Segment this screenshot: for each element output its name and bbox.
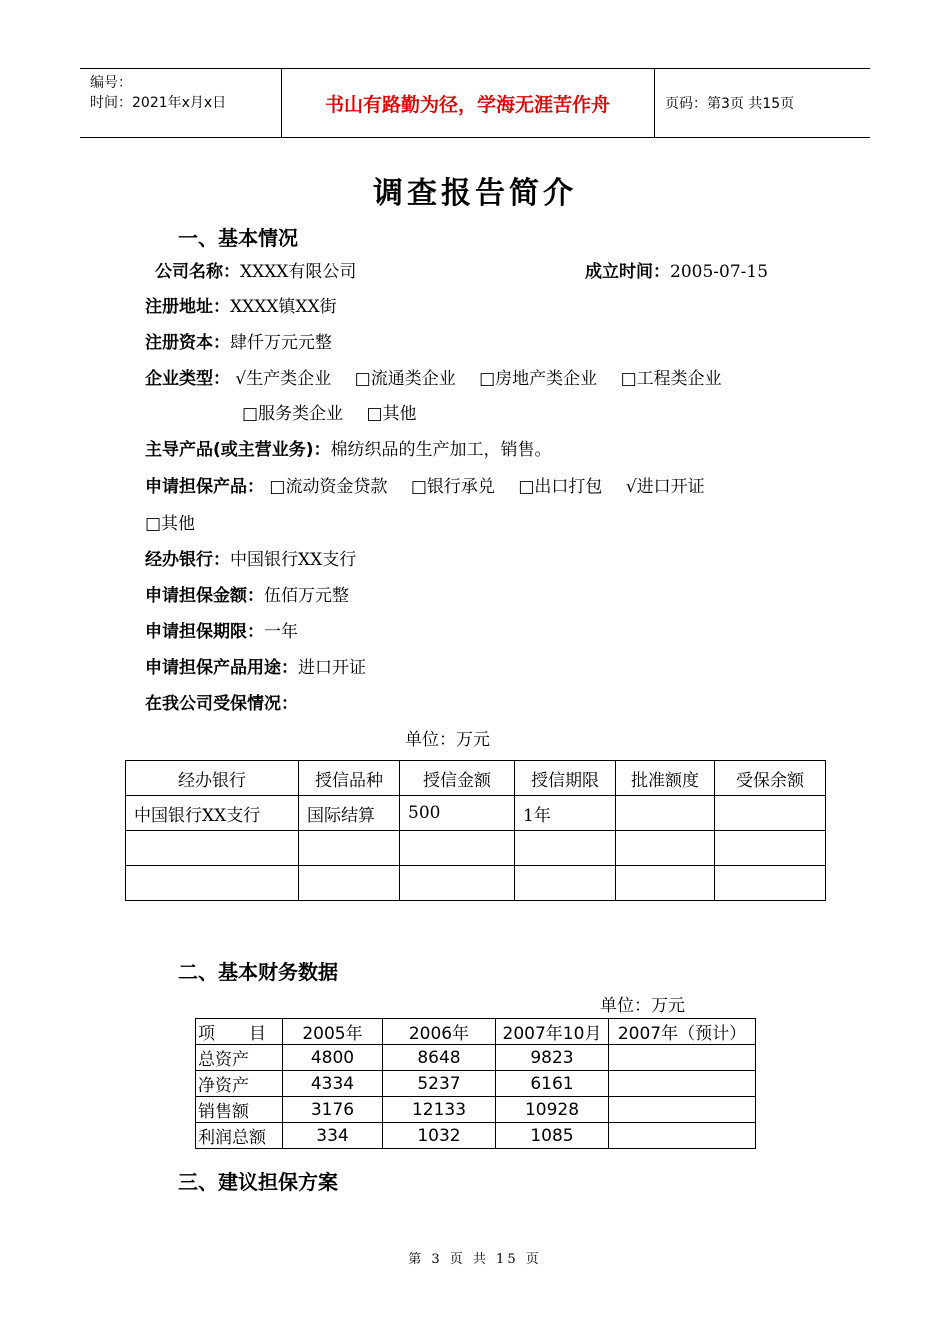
table-cell: 8648 [383,1045,496,1071]
type-option-engineering[interactable]: □工程类企业 [620,369,722,389]
table-cell [616,866,715,901]
founded-label: 成立时间： [585,262,670,282]
table-cell: 1032 [383,1123,496,1149]
guarantee-option-working-capital[interactable]: □流动资金贷款 [269,477,388,497]
table-row [196,1045,756,1071]
table-header-cell: 授信品种 [299,761,400,796]
table-header-cell: 2007年10月 [496,1019,609,1045]
table-cell: 利润总额 [196,1123,283,1149]
section-heading-basic: 一、基本情况 [178,226,298,250]
guarantee-option-packing[interactable]: □出口打包 [518,477,603,497]
table-header-cell: 授信期限 [515,761,616,796]
term-line [145,620,298,644]
table-cell: 12133 [383,1097,496,1123]
guarantee-other-line [145,512,195,536]
type-option-real-estate[interactable]: □房地产类企业 [479,369,598,389]
amount-line [145,584,349,608]
table-cell [400,831,515,866]
section-heading-proposal: 三、建议担保方案 [178,1170,338,1194]
product-value: 棉纺织品的生产加工，销售。 [330,440,552,460]
table-header-row [126,761,826,796]
table-header-cell: 批准额度 [616,761,715,796]
type-option-circulation[interactable]: □流通类企业 [354,369,456,389]
table-header-cell: 2005年 [283,1019,383,1045]
table-cell [715,831,826,866]
unit-label: 单位：万元 [405,730,490,750]
history-label: 在我公司受保情况： [145,694,298,714]
capital-line [145,331,332,355]
guarantee-option-import-lc[interactable]: √进口开证 [625,477,705,497]
table-cell: 4334 [283,1071,383,1097]
table-header-row [196,1019,756,1045]
table-cell: 销售额 [196,1097,283,1123]
guarantee-option-acceptance[interactable]: □银行承兑 [410,477,495,497]
table-cell [400,866,515,901]
table-cell: 中国银行XX支行 [126,796,299,831]
table-cell: 3176 [283,1097,383,1123]
term-label: 申请担保期限： [145,622,264,642]
table-cell: 4800 [283,1045,383,1071]
table-cell [616,796,715,831]
founded-line [585,260,768,284]
company-value: XXXX有限公司 [240,262,357,282]
table-cell: 9823 [496,1045,609,1071]
header-number: 编号： [90,75,132,91]
table-cell: 500 [400,796,515,831]
table-header-cell: 授信金额 [400,761,515,796]
type-line [145,367,740,391]
section-heading-finance: 二、基本财务数据 [178,960,338,984]
type-option-service[interactable]: □服务类企业 [242,404,344,424]
table-cell [299,866,400,901]
type-option-other[interactable]: □其他 [366,404,417,424]
table-row [126,866,826,901]
capital-label: 注册资本： [145,333,230,353]
product-line [145,438,552,462]
table-header-cell: 2007年（预计） [609,1019,756,1045]
table-cell [126,866,299,901]
header-time: 时间：2021年x月x日 [90,95,227,111]
table-cell: 净资产 [196,1071,283,1097]
table-header-cell: 项 目 [196,1019,283,1045]
table-header-cell: 经办银行 [126,761,299,796]
table-cell [126,831,299,866]
usage-line [145,656,366,680]
table-cell: 5237 [383,1071,496,1097]
table-row [196,1097,756,1123]
table-row [196,1071,756,1097]
header-meta [90,73,226,113]
page-title: 调查报告简介 [373,176,577,211]
usage-label: 申请担保产品用途： [145,658,298,678]
page-footer: 第 3 页 共 15 页 [408,1252,542,1267]
type-option-production[interactable]: √生产类企业 [235,369,332,389]
table-cell: 国际结算 [299,796,400,831]
amount-value: 伍佰万元整 [264,586,349,606]
term-value: 一年 [264,622,298,642]
address-value: XXXX镇XX街 [230,297,337,317]
table-row [196,1123,756,1149]
table-header-cell: 2006年 [383,1019,496,1045]
header-motto: 书山有路勤为径，学海无涯苦作舟 [324,93,610,116]
table-row [126,831,826,866]
table-cell [609,1123,756,1149]
table-cell [609,1097,756,1123]
address-line [145,295,337,319]
finance-unit-label: 单位：万元 [600,996,685,1016]
table-row [126,796,826,831]
table-cell [609,1045,756,1071]
bank-value: 中国银行XX支行 [230,550,357,570]
table-cell [616,831,715,866]
company-line [155,260,356,284]
history-line [145,692,298,716]
founded-value: 2005-07-15 [670,262,769,282]
table-cell [715,796,826,831]
table-header-cell: 受保余额 [715,761,826,796]
usage-value: 进口开证 [298,658,366,678]
guarantee-option-other[interactable]: □其他 [145,514,196,534]
table-cell: 10928 [496,1097,609,1123]
table-cell: 6161 [496,1071,609,1097]
table-cell [715,866,826,901]
table-cell [515,866,616,901]
type-label: 企业类型： [145,369,230,389]
finance-table [195,1018,756,1149]
table-cell [299,831,400,866]
table-cell [609,1071,756,1097]
table-cell: 1年 [515,796,616,831]
type-line-2 [242,402,435,426]
amount-label: 申请担保金额： [145,586,264,606]
capital-value: 肆仟万元元整 [230,333,332,353]
table-cell: 总资产 [196,1045,283,1071]
bank-label: 经办银行： [145,550,230,570]
header-page-number: 页码：第3页 共15页 [665,96,795,112]
company-label: 公司名称： [155,262,240,282]
guarantee-history-table [125,760,826,901]
address-label: 注册地址： [145,297,230,317]
product-label: 主导产品(或主营业务)： [145,440,331,460]
guarantee-product-line [145,475,723,499]
table-cell: 1085 [496,1123,609,1149]
bank-line [145,548,356,572]
table-cell: 334 [283,1123,383,1149]
page-header [80,68,870,138]
table-cell [515,831,616,866]
guarantee-product-label: 申请担保产品： [145,477,264,497]
